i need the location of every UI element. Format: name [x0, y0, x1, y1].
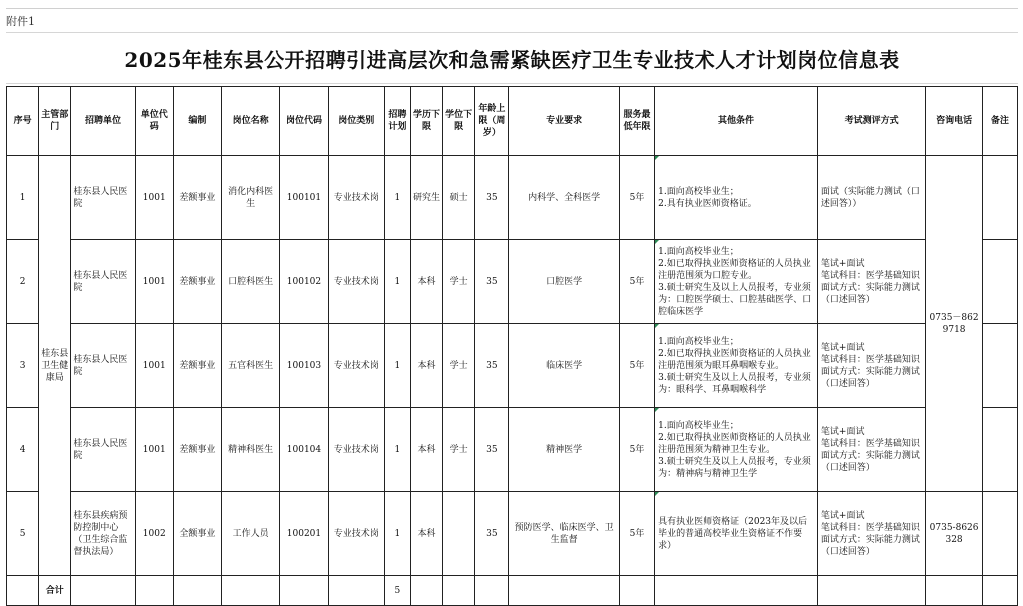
post-category: 专业技术岗 — [328, 324, 384, 408]
max-age: 35 — [475, 408, 509, 492]
row-number: 5 — [7, 492, 39, 576]
min-service-years: 5年 — [619, 408, 654, 492]
exam-line: 笔试+面试 — [820, 510, 865, 521]
exam-line: 笔试科目：医学基础知识 — [820, 354, 920, 365]
post-code: 100103 — [280, 324, 328, 408]
other-conditions — [655, 408, 818, 492]
unit-name: 桂东县人民医院 — [71, 156, 135, 240]
major-requirement: 精神医学 — [509, 408, 620, 492]
exam-line: 面试方式：实际能力测试（口述回答） — [820, 450, 920, 473]
min-service-years: 5年 — [619, 156, 654, 240]
condition-line: 2.如已取得执业医师资格证的人员执业注册范围须为精神卫生专业。 — [658, 432, 811, 455]
exam-line: 笔试+面试 — [820, 426, 865, 437]
exam-line: 笔试+面试 — [820, 258, 865, 269]
header-cell: 招聘单位 — [71, 87, 135, 156]
table-row — [7, 240, 1018, 324]
header-cell: 考试测评方式 — [817, 87, 926, 156]
max-age: 35 — [475, 240, 509, 324]
other-conditions — [655, 324, 818, 408]
hiring-plan: 1 — [384, 156, 410, 240]
max-age: 35 — [475, 492, 509, 576]
total-row — [7, 576, 1018, 606]
post-category: 专业技术岗 — [328, 240, 384, 324]
unit-name: 桂东县人民医院 — [71, 324, 135, 408]
min-degree: 硕士 — [443, 156, 475, 240]
header-cell: 备注 — [982, 87, 1017, 156]
exam-line: 笔试科目：医学基础知识 — [820, 270, 920, 281]
other-conditions — [655, 492, 818, 576]
staffing: 差额事业 — [173, 408, 221, 492]
exam-line: 笔试科目：医学基础知识 — [820, 522, 920, 533]
remarks — [982, 492, 1017, 576]
exam-method — [817, 240, 926, 324]
max-age: 35 — [475, 324, 509, 408]
table-row — [7, 156, 1018, 240]
condition-line: 3.硕士研究生及以上人员报考，专业须为：精神病与精神卫生学 — [658, 456, 811, 479]
condition-line: 具有执业医师资格证（2023年及以后毕业的普通高校毕业生资格证不作要求） — [658, 516, 808, 551]
exam-line: 面试（实际能力测试（口述回答）） — [820, 186, 920, 209]
post-code: 100104 — [280, 408, 328, 492]
hiring-plan: 1 — [384, 492, 410, 576]
min-degree: 学士 — [443, 324, 475, 408]
staffing: 差额事业 — [173, 324, 221, 408]
header-row — [7, 87, 1018, 156]
min-education: 本科 — [410, 408, 442, 492]
min-education: 本科 — [410, 324, 442, 408]
table-row — [7, 324, 1018, 408]
major-requirement: 临床医学 — [509, 324, 620, 408]
contact-phone: 0735－8629718 — [926, 156, 982, 492]
min-education: 研究生 — [410, 156, 442, 240]
row-number: 2 — [7, 240, 39, 324]
unit-code: 1002 — [135, 492, 173, 576]
min-service-years: 5年 — [619, 240, 654, 324]
exam-line: 笔试科目：医学基础知识 — [820, 438, 920, 449]
condition-line: 1.面向高校毕业生； — [658, 420, 739, 431]
hiring-plan: 1 — [384, 324, 410, 408]
header-cell: 岗位类别 — [328, 87, 384, 156]
other-conditions — [655, 156, 818, 240]
major-requirement: 预防医学、临床医学、卫生监督 — [509, 492, 620, 576]
positions-table — [6, 86, 1018, 606]
header-cell: 单位代码 — [135, 87, 173, 156]
title-box — [6, 32, 1018, 84]
remarks — [982, 324, 1017, 408]
table-row — [7, 408, 1018, 492]
min-degree: 学士 — [443, 408, 475, 492]
header-cell: 学位下限 — [443, 87, 475, 156]
condition-line: 2.如已取得执业医师资格证的人员执业注册范围须为眼耳鼻咽喉专业。 — [658, 348, 811, 371]
remarks — [982, 240, 1017, 324]
unit-name: 桂东县人民医院 — [71, 240, 135, 324]
exam-line: 面试方式：实际能力测试（口述回答） — [820, 534, 920, 557]
header-cell: 岗位代码 — [280, 87, 328, 156]
header-cell: 编制 — [173, 87, 221, 156]
condition-line: 1.面向高校毕业生； — [658, 246, 739, 257]
post-name: 口腔科医生 — [222, 240, 280, 324]
exam-method — [817, 492, 926, 576]
total-empty — [7, 576, 39, 606]
header-cell: 序号 — [7, 87, 39, 156]
header-cell: 专业要求 — [509, 87, 620, 156]
unit-code: 1001 — [135, 240, 173, 324]
min-education: 本科 — [410, 240, 442, 324]
remarks — [982, 156, 1017, 240]
condition-line: 2.如已取得执业医师资格证的人员执业注册范围须为口腔专业。 — [658, 258, 811, 281]
header-cell: 主管部门 — [39, 87, 71, 156]
hiring-plan: 1 — [384, 240, 410, 324]
row-number: 4 — [7, 408, 39, 492]
unit-code: 1001 — [135, 408, 173, 492]
post-code: 100102 — [280, 240, 328, 324]
unit-name: 桂东县疾病预防控制中心（卫生综合监督执法局） — [71, 492, 135, 576]
staffing: 差额事业 — [173, 156, 221, 240]
header-cell: 服务最低年限 — [619, 87, 654, 156]
header-cell: 招聘计划 — [384, 87, 410, 156]
top-rule — [6, 8, 1018, 9]
header-cell: 岗位名称 — [222, 87, 280, 156]
major-requirement: 口腔医学 — [509, 240, 620, 324]
post-name: 工作人员 — [222, 492, 280, 576]
condition-line: 2.具有执业医师资格证。 — [658, 198, 757, 209]
exam-line: 面试方式：实际能力测试（口述回答） — [820, 282, 920, 305]
post-name: 消化内科医生 — [222, 156, 280, 240]
post-name: 精神科医生 — [222, 408, 280, 492]
total-label: 合计 — [39, 576, 71, 606]
min-education: 本科 — [410, 492, 442, 576]
staffing: 全额事业 — [173, 492, 221, 576]
post-code: 100101 — [280, 156, 328, 240]
total-plan: 5 — [384, 576, 410, 606]
post-category: 专业技术岗 — [328, 156, 384, 240]
hiring-plan: 1 — [384, 408, 410, 492]
supervisor-dept: 桂东县卫生健康局 — [39, 156, 71, 576]
contact-phone: 0735-8626328 — [926, 492, 982, 576]
unit-code: 1001 — [135, 324, 173, 408]
table-row — [7, 492, 1018, 576]
header-cell: 年龄上限（周岁） — [475, 87, 509, 156]
condition-line: 1.面向高校毕业生； — [658, 336, 739, 347]
other-conditions — [655, 240, 818, 324]
header-cell: 学历下限 — [410, 87, 442, 156]
min-service-years: 5年 — [619, 492, 654, 576]
remarks — [982, 408, 1017, 492]
exam-line: 面试方式：实际能力测试（口述回答） — [820, 366, 920, 389]
staffing: 差额事业 — [173, 240, 221, 324]
post-category: 专业技术岗 — [328, 492, 384, 576]
condition-line: 3.硕士研究生及以上人员报考，专业须为：口腔医学硕士、口腔基础医学、口腔临床医学 — [658, 282, 812, 317]
row-number: 1 — [7, 156, 39, 240]
condition-line: 3.硕士研究生及以上人员报考，专业须为：眼科学、耳鼻咽喉科学 — [658, 372, 811, 395]
min-degree — [443, 492, 475, 576]
unit-code: 1001 — [135, 156, 173, 240]
unit-name: 桂东县人民医院 — [71, 408, 135, 492]
attachment-label: 附件1 — [6, 15, 35, 28]
exam-method — [817, 156, 926, 240]
min-service-years: 5年 — [619, 324, 654, 408]
condition-line: 1.面向高校毕业生； — [658, 186, 739, 197]
post-name: 五官科医生 — [222, 324, 280, 408]
max-age: 35 — [475, 156, 509, 240]
major-requirement: 内科学、全科医学 — [509, 156, 620, 240]
exam-line: 笔试+面试 — [820, 342, 865, 353]
post-category: 专业技术岗 — [328, 408, 384, 492]
min-degree: 学士 — [443, 240, 475, 324]
document-title: 2025年桂东县公开招聘引进高层次和急需紧缺医疗卫生专业技术人才计划岗位信息表 — [124, 47, 900, 72]
post-code: 100201 — [280, 492, 328, 576]
exam-method — [817, 324, 926, 408]
exam-method — [817, 408, 926, 492]
row-number: 3 — [7, 324, 39, 408]
header-cell: 咨询电话 — [926, 87, 982, 156]
header-cell: 其他条件 — [655, 87, 818, 156]
